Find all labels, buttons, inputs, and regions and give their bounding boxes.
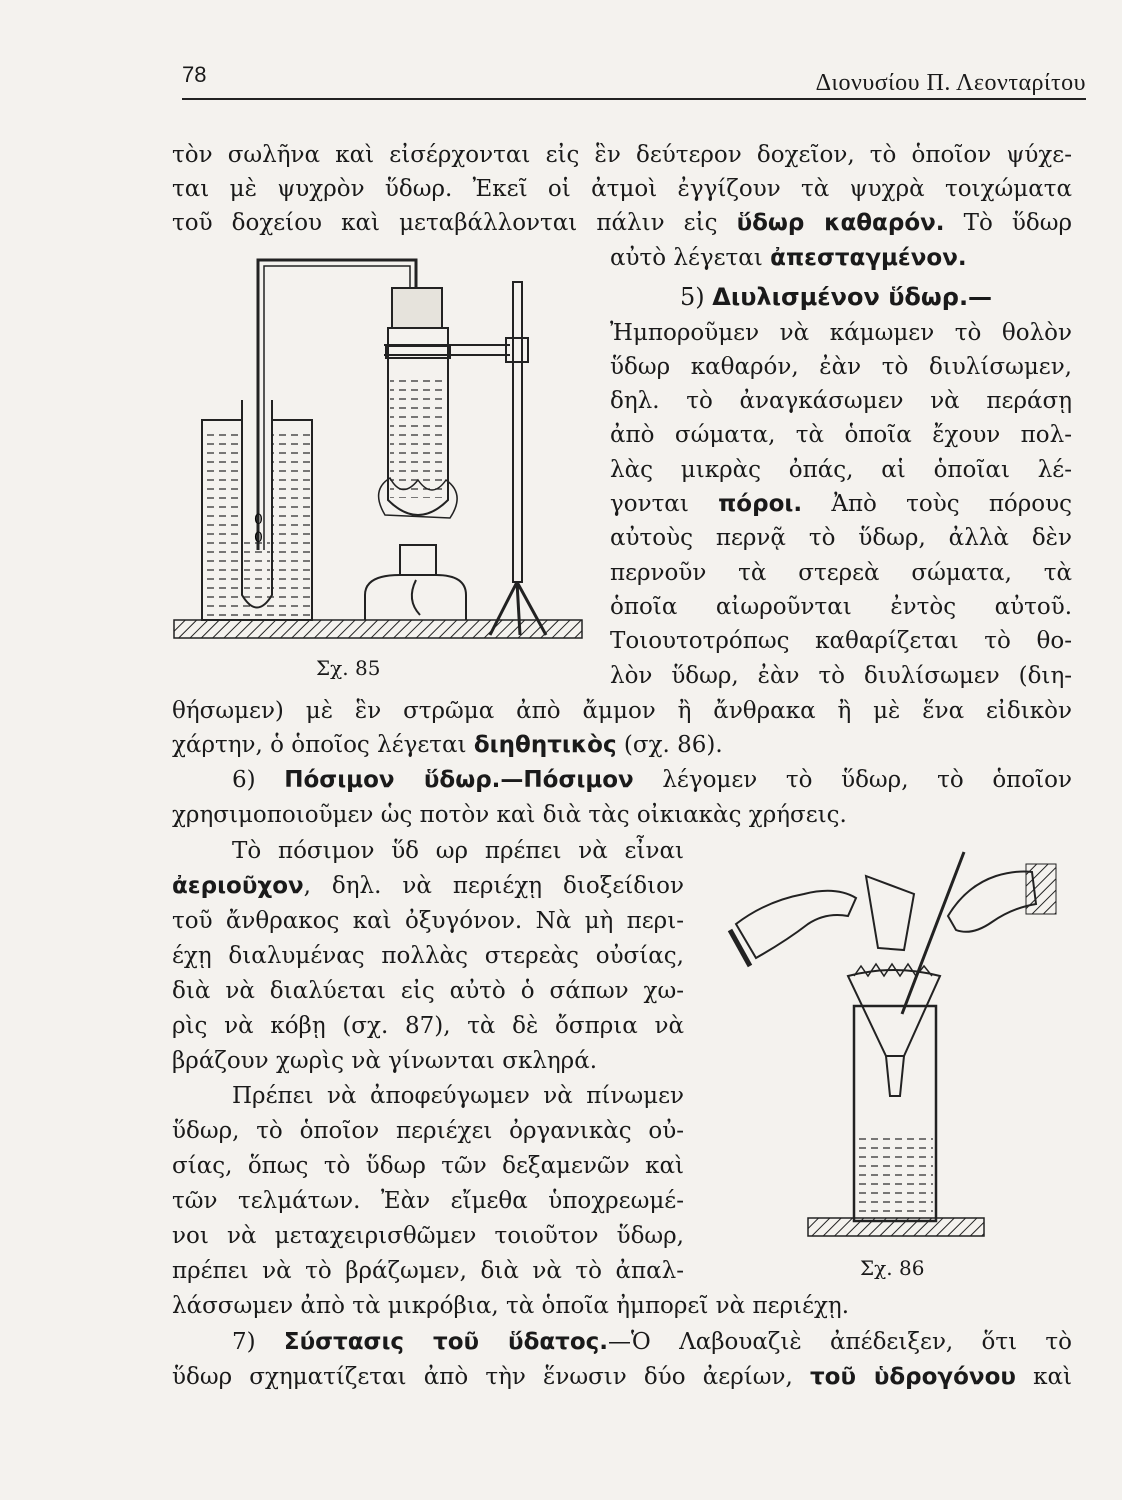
text-line: ρὶς νὰ κόβῃ (σχ. 87), τὰ δὲ ὄσπρια νὰ xyxy=(172,1013,684,1039)
text-line: έχῃ διαλυμένας πολλὰς στερεὰς οὐσίας, xyxy=(172,943,684,969)
svg-text:0: 0 xyxy=(254,512,263,528)
figure-85-caption: Σχ. 85 xyxy=(316,656,381,680)
text-line: τῶν τελμάτων. Ἐὰν εἴμεθα ὑποχρεωμέ- xyxy=(172,1188,684,1214)
text-line: ὕδωρ, τὸ ὁποῖον περιέχει ὀργανικὰς οὐ- xyxy=(172,1118,684,1144)
text-line: Τὸ πόσιμον ὕδ ωρ πρέπει νὰ εἶναι xyxy=(232,838,684,864)
text-line: λὸν ὕδωρ, ἐὰν τὸ διυλίσωμεν (διη- xyxy=(610,663,1072,689)
text-line: βράζουν χωρὶς νὰ γίνωνται σκληρά. xyxy=(172,1048,598,1074)
text-line: ἀπὸ σώματα, τὰ ὁποῖα ἔχουν πολ- xyxy=(610,422,1072,448)
text-line: Πρέπει νὰ ἀποφεύγωμεν νὰ πίνωμεν xyxy=(232,1083,684,1109)
section-heading-5: 5) Διυλισμένον ὕδωρ.— xyxy=(680,283,993,311)
page-header xyxy=(182,58,1086,100)
text-line: αὐτὸ λέγεται ἀπεσταγμένον. xyxy=(610,245,967,271)
text-line: χρησιμοποιοῦμεν ὡς ποτὸν καὶ διὰ τὰς οἰκιακὰς χρήσεις. xyxy=(172,802,847,828)
text-line: ἀεριοῦχον, δηλ. νὰ περιέχῃ διοξείδιον xyxy=(172,873,684,899)
text-line: νοι νὰ μεταχειρισθῶμεν τοιοῦτον ὕδωρ, xyxy=(172,1223,684,1249)
text-line: τὸν σωλῆνα καὶ εἰσέρχονται εἰς ἓν δεύτερον δοχεῖον, τὸ ὁποῖον ψύχε- xyxy=(172,142,1072,168)
text-line: θήσωμεν) μὲ ἓν στρῶμα ἀπὸ ἄμμον ἢ ἄνθρακα ἢ μὲ ἕνα εἰδικὸν xyxy=(172,698,1072,724)
text-line: δηλ. τὸ ἀναγκάσωμεν νὰ περάσῃ xyxy=(610,388,1072,414)
text-line: ὕδωρ σχηματίζεται ἀπὸ τὴν ἕνωσιν δύο ἀερίων, τοῦ ὑδρογόνου καὶ xyxy=(172,1364,1072,1390)
running-head: Διονυσίου Π. Λεονταρίτου xyxy=(815,70,1086,96)
text-line: γονται πόροι. Ἀπὸ τοὺς πόρους xyxy=(610,491,1073,517)
text-line: λάσσωμεν ἀπὸ τὰ μικρόβια, τὰ ὁποῖα ἠμπορεῖ νὰ περιέχῃ. xyxy=(172,1293,850,1319)
text-line: διὰ νὰ διαλύεται εἰς αὐτὸ ὁ σάπων χω- xyxy=(172,978,684,1004)
text-line: πρέπει νὰ τὸ βράζωμεν, διὰ νὰ τὸ ἀπαλ- xyxy=(172,1258,684,1284)
text-line: τοῦ δοχείου καὶ μεταβάλλονται πάλιν εἰς ὕδωρ καθαρόν. Τὸ ὕδωρ xyxy=(172,210,1072,236)
figure-85-distillation-apparatus xyxy=(170,250,590,650)
page-number: 78 xyxy=(182,62,207,87)
text-line: χάρτην, ὁ ὁποῖος λέγεται διηθητικὸς (σχ. 86). xyxy=(172,732,723,758)
figure-86-caption: Σχ. 86 xyxy=(860,1256,925,1280)
text-line: ὁποῖα αἰωροῦνται ἐντὸς αὐτοῦ. xyxy=(610,594,1072,620)
text-line: αὐτοὺς περνᾷ τὸ ὕδωρ, ἀλλὰ δὲν xyxy=(610,525,1072,551)
text-line: τοῦ ἄνθρακος καὶ ὀξυγόνον. Νὰ μὴ περι- xyxy=(172,908,684,934)
section-heading-6: 6) Πόσιμον ὕδωρ.—Πόσιμον λέγομεν τὸ ὕδωρ, τὸ ὁποῖον xyxy=(232,767,1072,793)
text-line: σίας, ὅπως τὸ ὕδωρ τῶν δεξαμενῶν καὶ xyxy=(172,1153,684,1179)
section-heading-7: 7) Σύστασις τοῦ ὕδατος.—Ὁ Λαβουαζιὲ ἀπέδειξεν, ὅτι τὸ xyxy=(232,1329,1072,1355)
figure-86-filtration-apparatus xyxy=(726,846,1066,1246)
text-line: ται μὲ ψυχρὸν ὕδωρ. Ἐκεῖ οἱ ἀτμοὶ ἐγγίζουν τὰ ψυχρὰ τοιχώματα xyxy=(172,176,1072,202)
text-line: ὕδωρ καθαρόν, ἐὰν τὸ διυλίσωμεν, xyxy=(610,354,1072,380)
text-line: Ἠμποροῦμεν νὰ κάμωμεν τὸ θολὸν xyxy=(610,320,1072,346)
text-line: Τοιουτοτρόπως καθαρίζεται τὸ θο- xyxy=(610,628,1072,654)
text-line: περνοῦν τὰ στερεὰ σώματα, τὰ xyxy=(610,560,1072,586)
svg-text:0: 0 xyxy=(254,530,263,546)
text-line: λὰς μικρὰς ὀπάς, αἱ ὁποῖαι λέ- xyxy=(610,457,1072,483)
